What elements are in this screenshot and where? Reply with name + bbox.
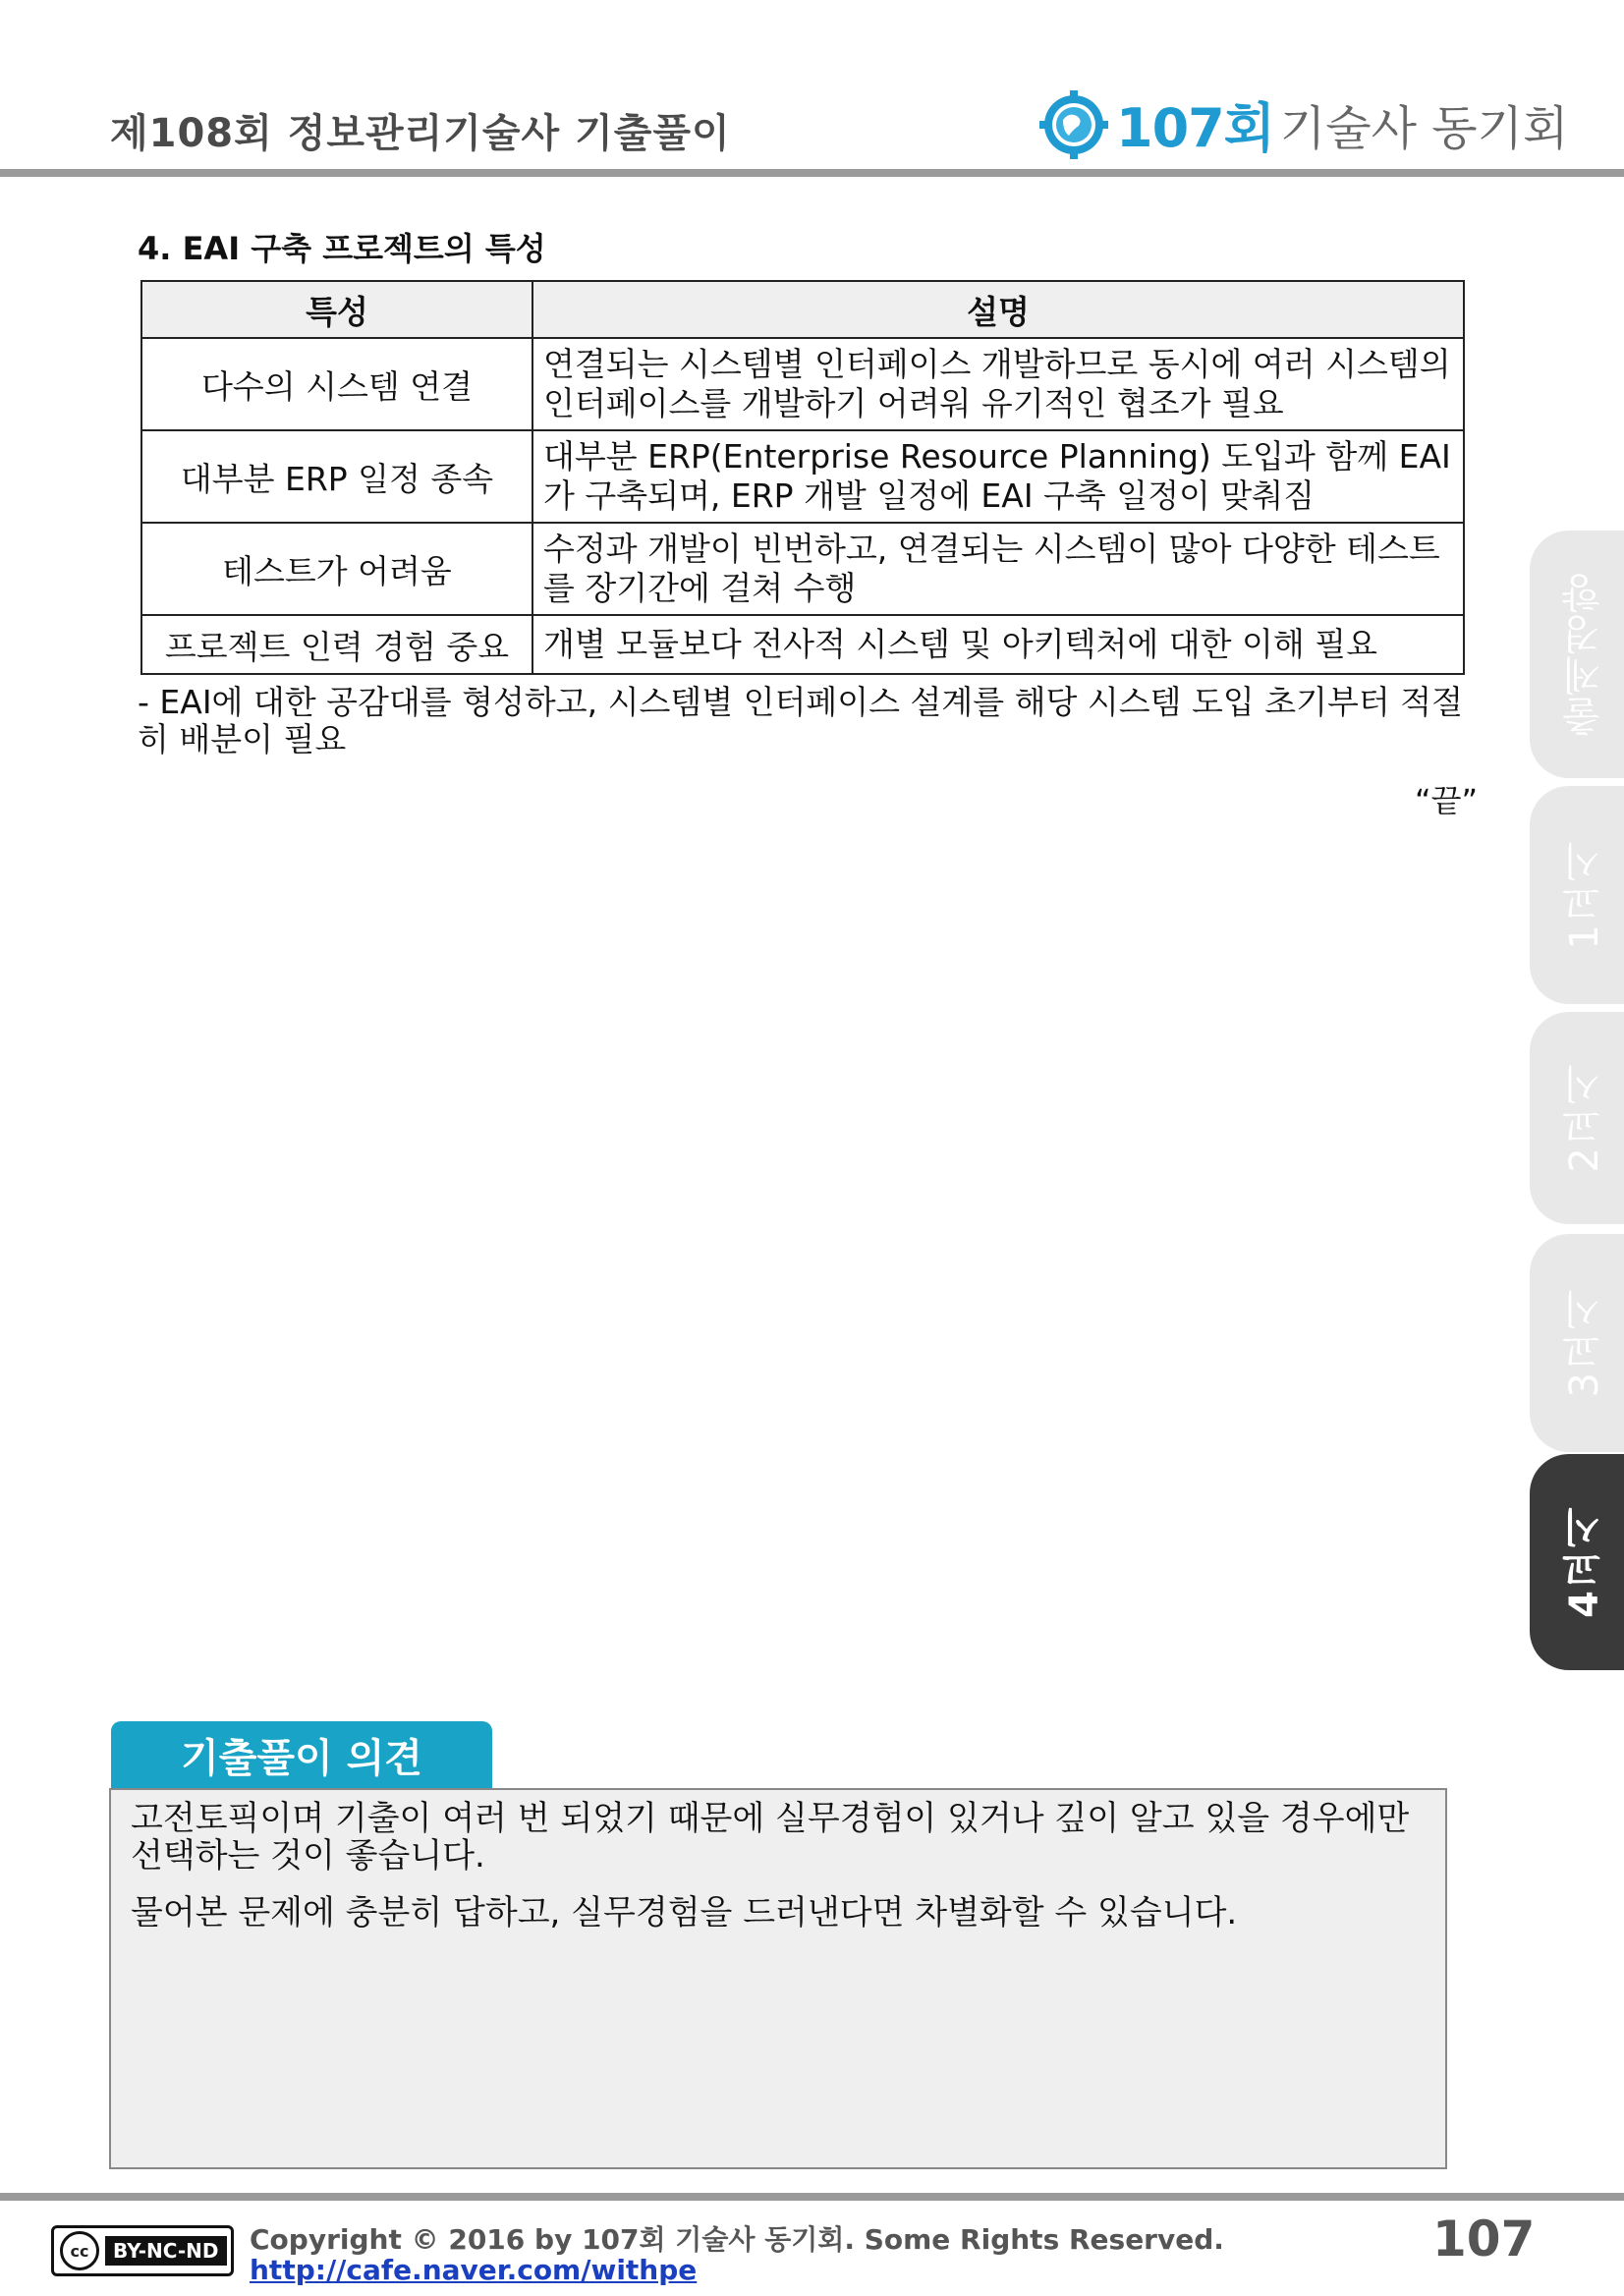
footer-divider [0, 2193, 1624, 2201]
opinion-paragraph: 고전토픽이며 기출이 여러 번 되었기 때문에 실무경험이 있거나 깊이 알고 있을 경우에만 선택하는 것이 좋습니다. [131, 1799, 1410, 1876]
side-tab-trends[interactable] [1530, 531, 1624, 778]
opinion-paragraph: 물어본 문제에 충분히 답하고, 실무경험을 드러낸다면 차별화할 수 있습니다. [131, 1893, 1238, 1932]
table-header-row [141, 281, 1464, 338]
logo-number: 107회 [1116, 97, 1274, 159]
side-tab-label: 3교시 [1561, 1288, 1607, 1398]
logo-text: 기술사 동기회 [1279, 101, 1569, 156]
copyright-text: Copyright © 2016 by 107회 기술사 동기회. Some Rights Reserved. [250, 2223, 1224, 2256]
end-mark: “끝” [1415, 782, 1479, 819]
side-tab-label: 4교시 [1561, 1506, 1607, 1618]
opinion-box [109, 1788, 1447, 2169]
page-number: 107 [1432, 2211, 1536, 2268]
table-cell-name: 테스트가 어려움 [141, 523, 532, 615]
table-cell-name: 대부분 ERP 일정 종속 [141, 430, 532, 523]
gear-globe-icon [1039, 90, 1108, 159]
section-title: 4. EAI 구축 프로젝트의 특성 [138, 230, 546, 267]
table-cell-name: 프로젝트 인력 경험 중요 [141, 615, 532, 674]
table-row [141, 615, 1464, 674]
side-tab-label: 1교시 [1561, 840, 1607, 950]
side-tab-period-2[interactable] [1530, 1012, 1624, 1224]
table-row [141, 338, 1464, 430]
table-cell-name: 다수의 시스템 연결 [141, 338, 532, 430]
opinion-tab: 기출풀이 의견 [111, 1721, 492, 1788]
table-row [141, 430, 1464, 523]
table-header-characteristic: 특성 [141, 281, 532, 338]
header-divider [0, 169, 1624, 177]
note-text: - EAI에 대한 공감대를 형성하고, 시스템별 인터페이스 설계를 해당 시스템 도입 초기부터 적절히 배분이 필요 [138, 683, 1464, 758]
table-cell-desc: 연결되는 시스템별 인터페이스 개발하므로 동시에 여러 시스템의 인터페이스를 개발하기 어려워 유기적인 협조가 필요 [532, 338, 1464, 430]
side-tab-label: 2교시 [1561, 1063, 1607, 1173]
side-tab-period-4[interactable] [1530, 1454, 1624, 1670]
side-tab-label: 출제경향 [1561, 572, 1607, 737]
table-header-description: 설명 [532, 281, 1464, 338]
document-title: 제108회 정보관리기술사 기출풀이 [110, 111, 731, 156]
side-tab-period-3[interactable] [1530, 1234, 1624, 1452]
table-cell-desc: 개별 모듈보다 전사적 시스템 및 아키텍처에 대한 이해 필요 [532, 615, 1464, 674]
cafe-link[interactable]: http://cafe.naver.com/withpe [250, 2254, 698, 2286]
table-cell-desc: 대부분 ERP(Enterprise Resource Planning) 도입과 함께 EAI가 구축되며, ERP 개발 일정에 EAI 구축 일정이 맞춰짐 [532, 430, 1464, 523]
characteristics-table [140, 280, 1465, 675]
cc-license-label: BY-NC-ND [105, 2236, 227, 2266]
table-cell-desc: 수정과 개발이 빈번하고, 연결되는 시스템이 많아 다양한 테스트를 장기간에 걸쳐 수행 [532, 523, 1464, 615]
side-tab-period-1[interactable] [1530, 786, 1624, 1004]
cc-license-badge[interactable] [51, 2225, 234, 2276]
cc-icon: cc [60, 2231, 99, 2270]
table-row [141, 523, 1464, 615]
logo [1039, 86, 1568, 162]
